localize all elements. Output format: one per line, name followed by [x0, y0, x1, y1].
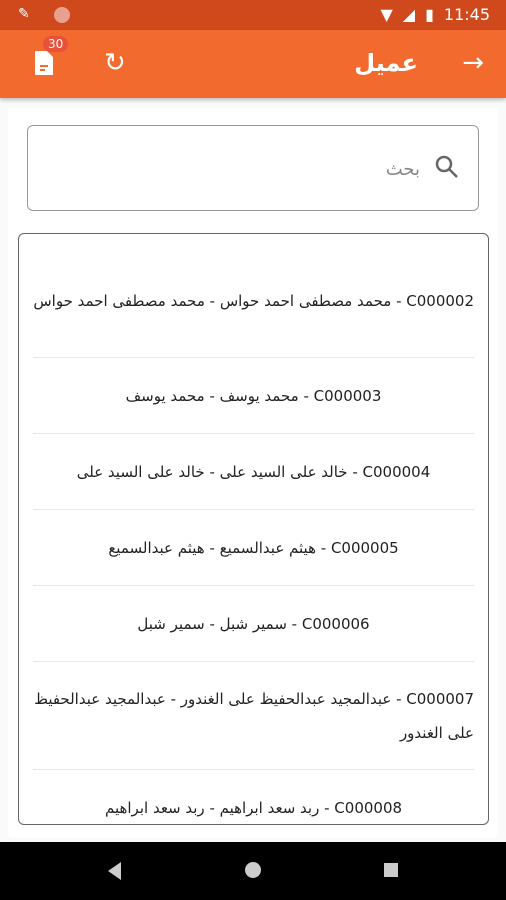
- status-icons: [380, 5, 490, 24]
- document-icon[interactable]: [32, 50, 56, 76]
- nav-recents-icon[interactable]: [384, 863, 398, 877]
- search-icon[interactable]: [434, 154, 460, 180]
- customer-list[interactable]: [18, 233, 489, 825]
- notification-badge: 30: [43, 36, 68, 52]
- nav-back-icon[interactable]: [108, 862, 121, 880]
- list-item[interactable]: [33, 662, 474, 770]
- search-input[interactable]: [58, 150, 422, 188]
- notification-icon: ✎: [18, 6, 30, 22]
- list-item[interactable]: [33, 586, 474, 662]
- back-arrow-icon[interactable]: →: [462, 48, 484, 78]
- list-item[interactable]: [33, 770, 474, 825]
- signal-icon: ◢: [402, 5, 416, 24]
- customer-label: C000006 - سمير شبل - سمير شبل: [137, 614, 370, 633]
- status-time: 11:45: [443, 5, 490, 24]
- list-item[interactable]: [33, 358, 474, 434]
- notification-dot-icon: [54, 7, 70, 23]
- status-bar: [0, 0, 506, 30]
- customer-label: C000007 - عبدالمجيد عبدالحفيظ على الغندور - عبدالمجيد عبدالحفيظ على الغندور: [34, 689, 474, 742]
- customer-label: C000008 - ربد سعد ابراهيم - ربد سعد ابراهيم: [104, 799, 403, 817]
- battery-icon: ▮: [425, 5, 434, 24]
- list-item[interactable]: [33, 234, 474, 358]
- page-title: عميل: [354, 49, 418, 77]
- list-item[interactable]: [33, 510, 474, 586]
- search-box[interactable]: [27, 125, 479, 211]
- customer-label: C000004 - خالد على السيد على - خالد على السيد على: [76, 462, 431, 481]
- app-toolbar: [0, 30, 506, 98]
- customer-label: C000005 - هيثم عبدالسميع - هيثم عبدالسميع: [108, 538, 399, 557]
- wifi-icon: ▼: [380, 5, 393, 24]
- customer-label: C000003 - محمد يوسف - محمد يوسف: [125, 386, 382, 405]
- system-nav-bar: [0, 842, 506, 900]
- nav-home-icon[interactable]: [245, 862, 261, 878]
- customer-label: C000002 - محمد مصطفى احمد حواس - محمد مصطفى احمد حواس: [33, 291, 474, 310]
- list-item[interactable]: [33, 434, 474, 510]
- refresh-icon[interactable]: ↻: [104, 48, 126, 78]
